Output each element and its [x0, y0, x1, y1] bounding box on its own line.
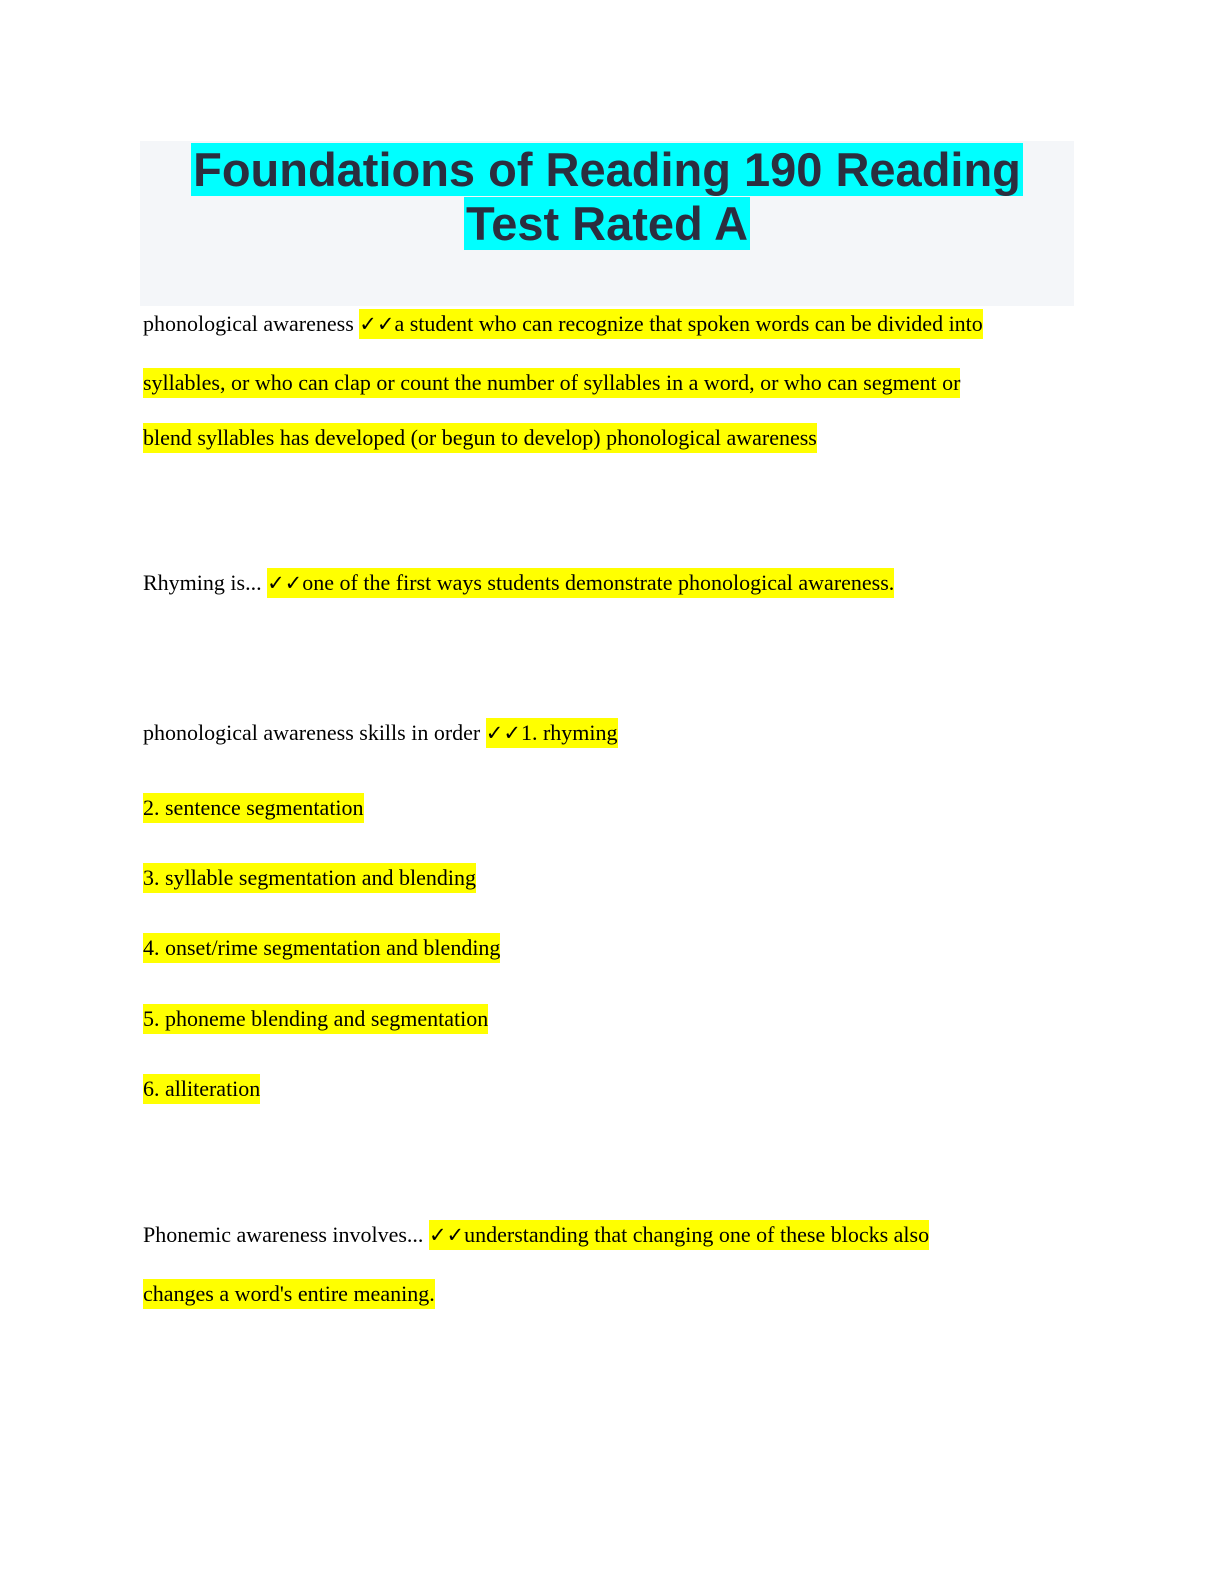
qa-2-answer-line-1: one of the first ways students demonstrate phonological awareness. — [302, 570, 895, 595]
qa-3-answer-line-4: 4. onset/rime segmentation and blending — [143, 933, 500, 963]
title-line-1 — [140, 143, 1074, 197]
title-box — [140, 141, 1074, 306]
title-line-1-text: Foundations of Reading 190 Reading — [193, 143, 1021, 196]
check-mark-icon: ✓✓ — [359, 312, 395, 336]
qa-3-line-3 — [143, 861, 476, 895]
qa-4-answer-line-2: changes a word's entire meaning. — [143, 1279, 435, 1309]
qa-1-answer-line-1: a student who can recognize that spoken words can be divided into — [394, 311, 983, 336]
qa-4-line-2 — [143, 1277, 435, 1311]
qa-3-answer-line-1: 1. rhyming — [520, 720, 618, 745]
qa-2-term: Rhyming is... — [143, 570, 268, 595]
qa-3-line-5 — [143, 1002, 488, 1036]
qa-3-answer-line-2: 2. sentence segmentation — [143, 793, 364, 823]
qa-1-line-3 — [143, 421, 817, 455]
qa-1-line-2 — [143, 366, 960, 400]
qa-4-line-1 — [143, 1218, 929, 1252]
qa-4-answer-start — [429, 1220, 929, 1250]
qa-4-term: Phonemic awareness involves... — [143, 1222, 429, 1247]
check-mark-icon: ✓✓ — [428, 1223, 465, 1247]
qa-1-answer-start — [359, 309, 983, 339]
title-line-2 — [140, 197, 1074, 251]
qa-1-term: phonological awareness — [143, 311, 360, 336]
qa-3-answer-line-5: 5. phoneme blending and segmentation — [143, 1004, 488, 1034]
qa-3-term: phonological awareness skills in order — [143, 720, 486, 745]
qa-2-answer-start — [267, 568, 894, 598]
qa-3-answer-start — [486, 718, 618, 748]
qa-3-line-6 — [143, 1072, 260, 1106]
qa-1-line-1 — [143, 307, 983, 341]
qa-1-answer-line-2: syllables, or who can clap or count the number of syllables in a word, or who can segment or — [143, 368, 960, 398]
check-mark-icon: ✓✓ — [267, 571, 303, 595]
qa-3-line-4 — [143, 931, 500, 965]
qa-3-line-1 — [143, 716, 618, 750]
qa-2-line-1 — [143, 566, 894, 600]
qa-4-answer-line-1: understanding that changing one of these blocks also — [464, 1222, 930, 1247]
qa-1-answer-line-3: blend syllables has developed (or begun to develop) phonological awareness — [143, 423, 817, 453]
qa-3-answer-line-6: 6. alliteration — [143, 1074, 260, 1104]
title-line-2-text: Test Rated A — [465, 197, 749, 250]
qa-3-line-2 — [143, 791, 364, 825]
qa-3-answer-line-3: 3. syllable segmentation and blending — [143, 863, 476, 893]
check-mark-icon: ✓✓ — [485, 721, 521, 745]
